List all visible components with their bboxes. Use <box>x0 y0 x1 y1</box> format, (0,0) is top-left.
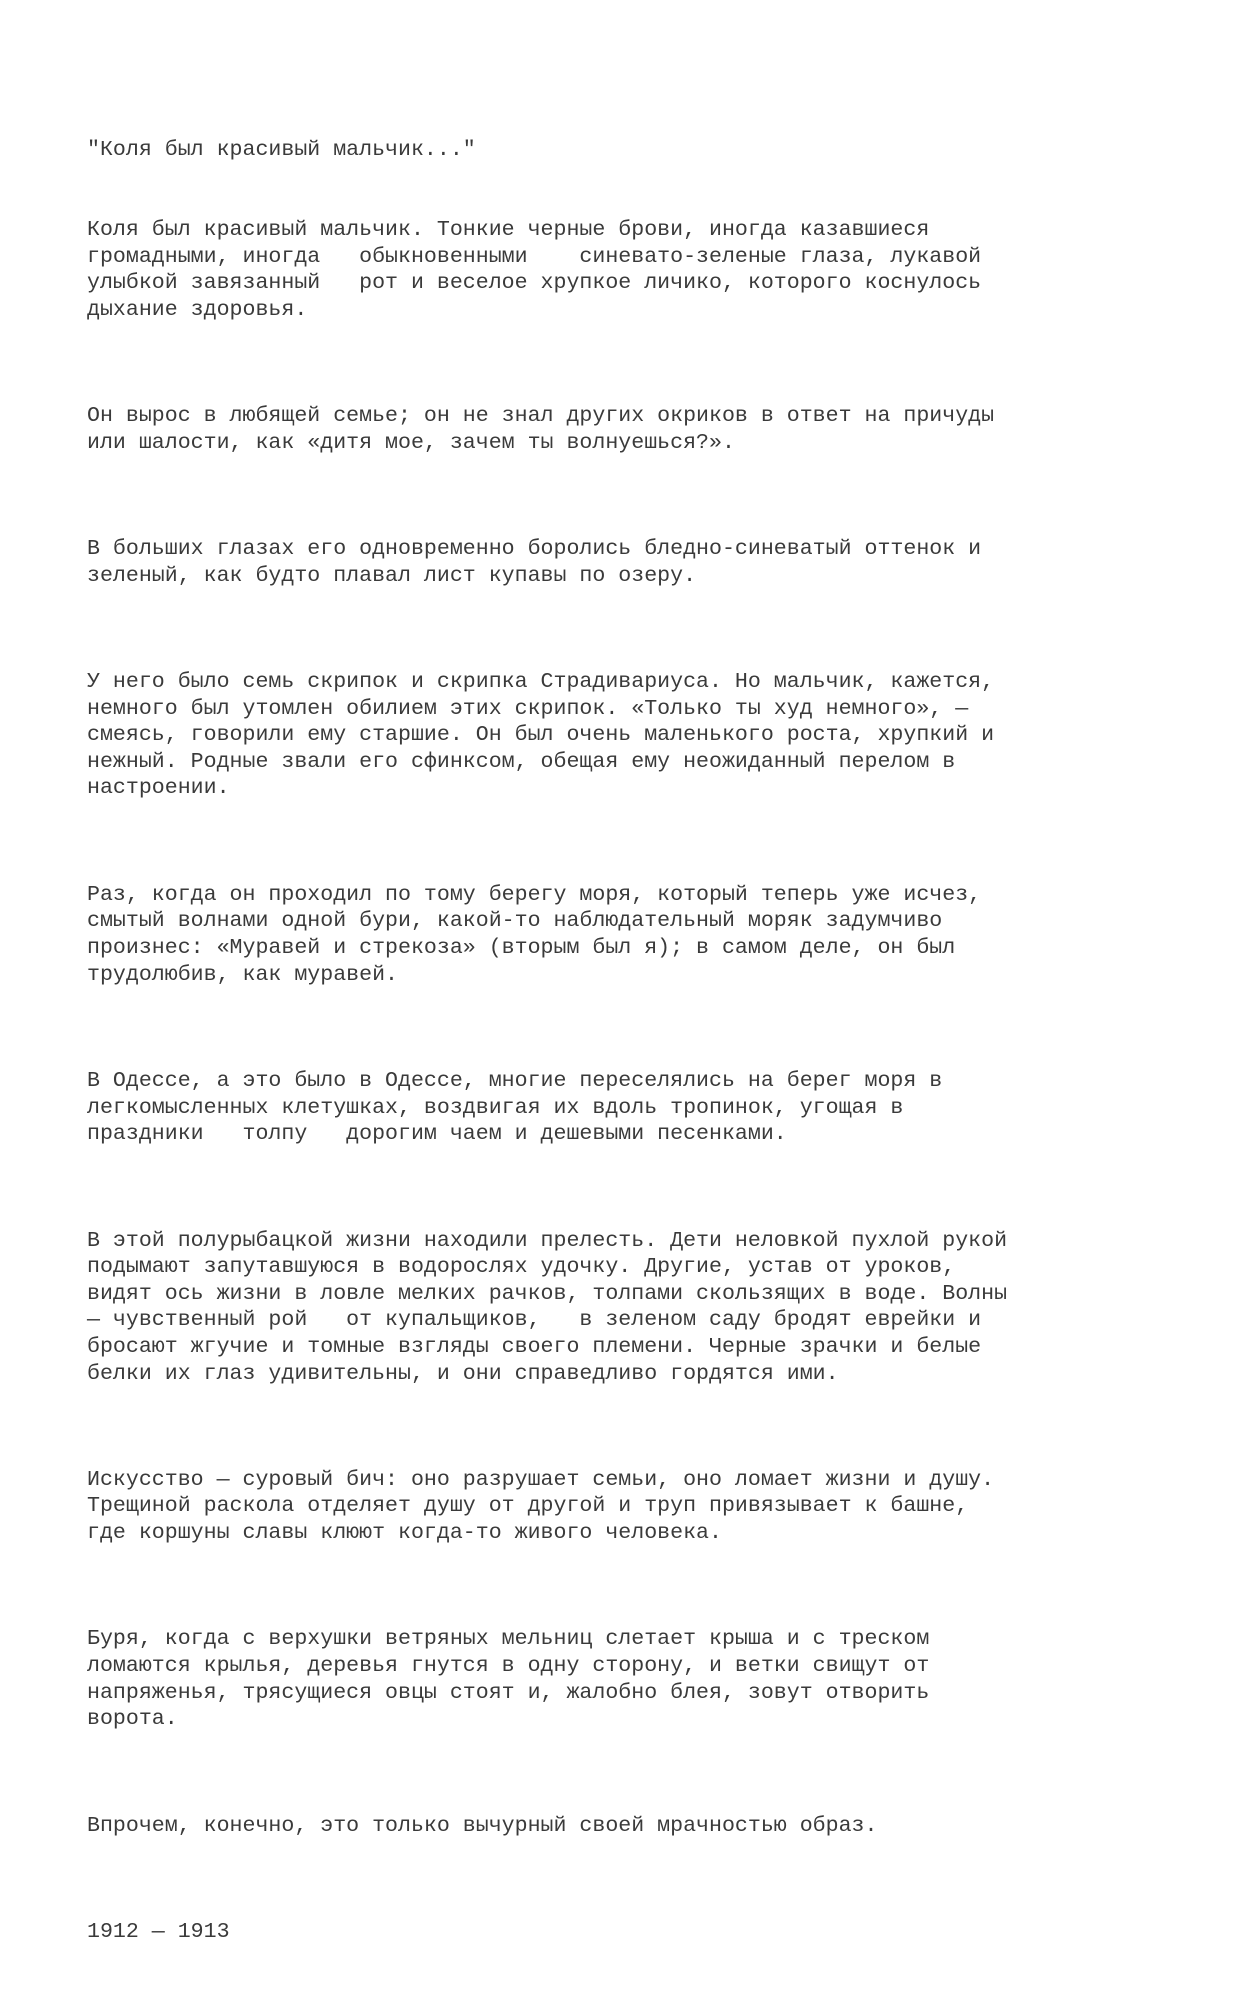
paragraph: У него было семь скрипок и скрипка Страдивариуса. Но мальчик, кажется, немного был утомлен обилием этих скрипок. «Только ты худ немного», — смеясь, говорили ему старшие. Он был очень маленького роста, хрупкий и нежный. Родные звали его сфинксом, обещая ему неожиданный перелом в настроении. <box>87 670 995 801</box>
paragraph: Он вырос в любящей семье; он не знал других окриков в ответ на причуды или шалости, как «дитя мое, зачем ты волнуешься?». <box>87 404 995 455</box>
document-body <box>87 84 1167 1999</box>
paragraph: Коля был красивый мальчик. Тонкие черные брови, иногда казавшиеся громадными, иногда обыкновенными синевато-зеленые глаза, лукавой улыбкой завязанный рот и веселое хрупкое личико, которого коснулось дыхание здоровья. <box>87 217 982 322</box>
paragraph: В Одессе, а это было в Одессе, многие переселялись на берег моря в легкомысленных клетушках, воздвигая их вдоль тропинок, угощая в праздники толпу дорогим чаем и дешевыми песенками. <box>87 1068 943 1147</box>
paragraph: Раз, когда он проходил по тому берегу моря, который теперь уже исчез, смытый волнами одной бури, какой-то наблюдательный моряк задумчиво произнес: «Муравей и стрекоза» (вторым был я); в самом деле, он был трудолюбив, как муравей. <box>87 882 982 987</box>
document-title: "Коля был красивый мальчик..." <box>87 138 476 163</box>
document-date: 1912 — 1913 <box>87 1919 230 1944</box>
paragraph: В больших глазах его одновременно боролись бледно-синеватый оттенок и зеленый, как будто плавал лист купавы по озеру. <box>87 537 982 588</box>
paragraph: Буря, когда с верхушки ветряных мельниц слетает крыша и с треском ломаются крылья, деревья гнутся в одну сторону, и ветки свищут от напряженья, трясущиеся овцы стоят и, жалобно блея, зовут отворить ворота. <box>87 1627 930 1732</box>
paragraph: Впрочем, конечно, это только вычурный своей мрачностью образ. <box>87 1813 878 1838</box>
paragraph: В этой полурыбацкой жизни находили прелесть. Дети неловкой пухлой рукой подымают запутавшуюся в водорослях удочку. Другие, устав от уроков, видят ось жизни в ловле мелких рачков, толпами скользящих в воде. Волны — чувственный рой от купальщиков, в зеленом саду бродят еврейки и бросают жгучие и томные взгляды своего племени. Черные зрачки и белые белки их глаз удивительны, и они справедливо гордятся ими. <box>87 1228 1008 1386</box>
paragraph: Искусство — суровый бич: оно разрушает семьи, оно ломает жизни и душу. Трещиной раскола отделяет душу от другой и труп привязывает к башне, где коршуны славы клюют когда-то живого человека. <box>87 1467 995 1546</box>
